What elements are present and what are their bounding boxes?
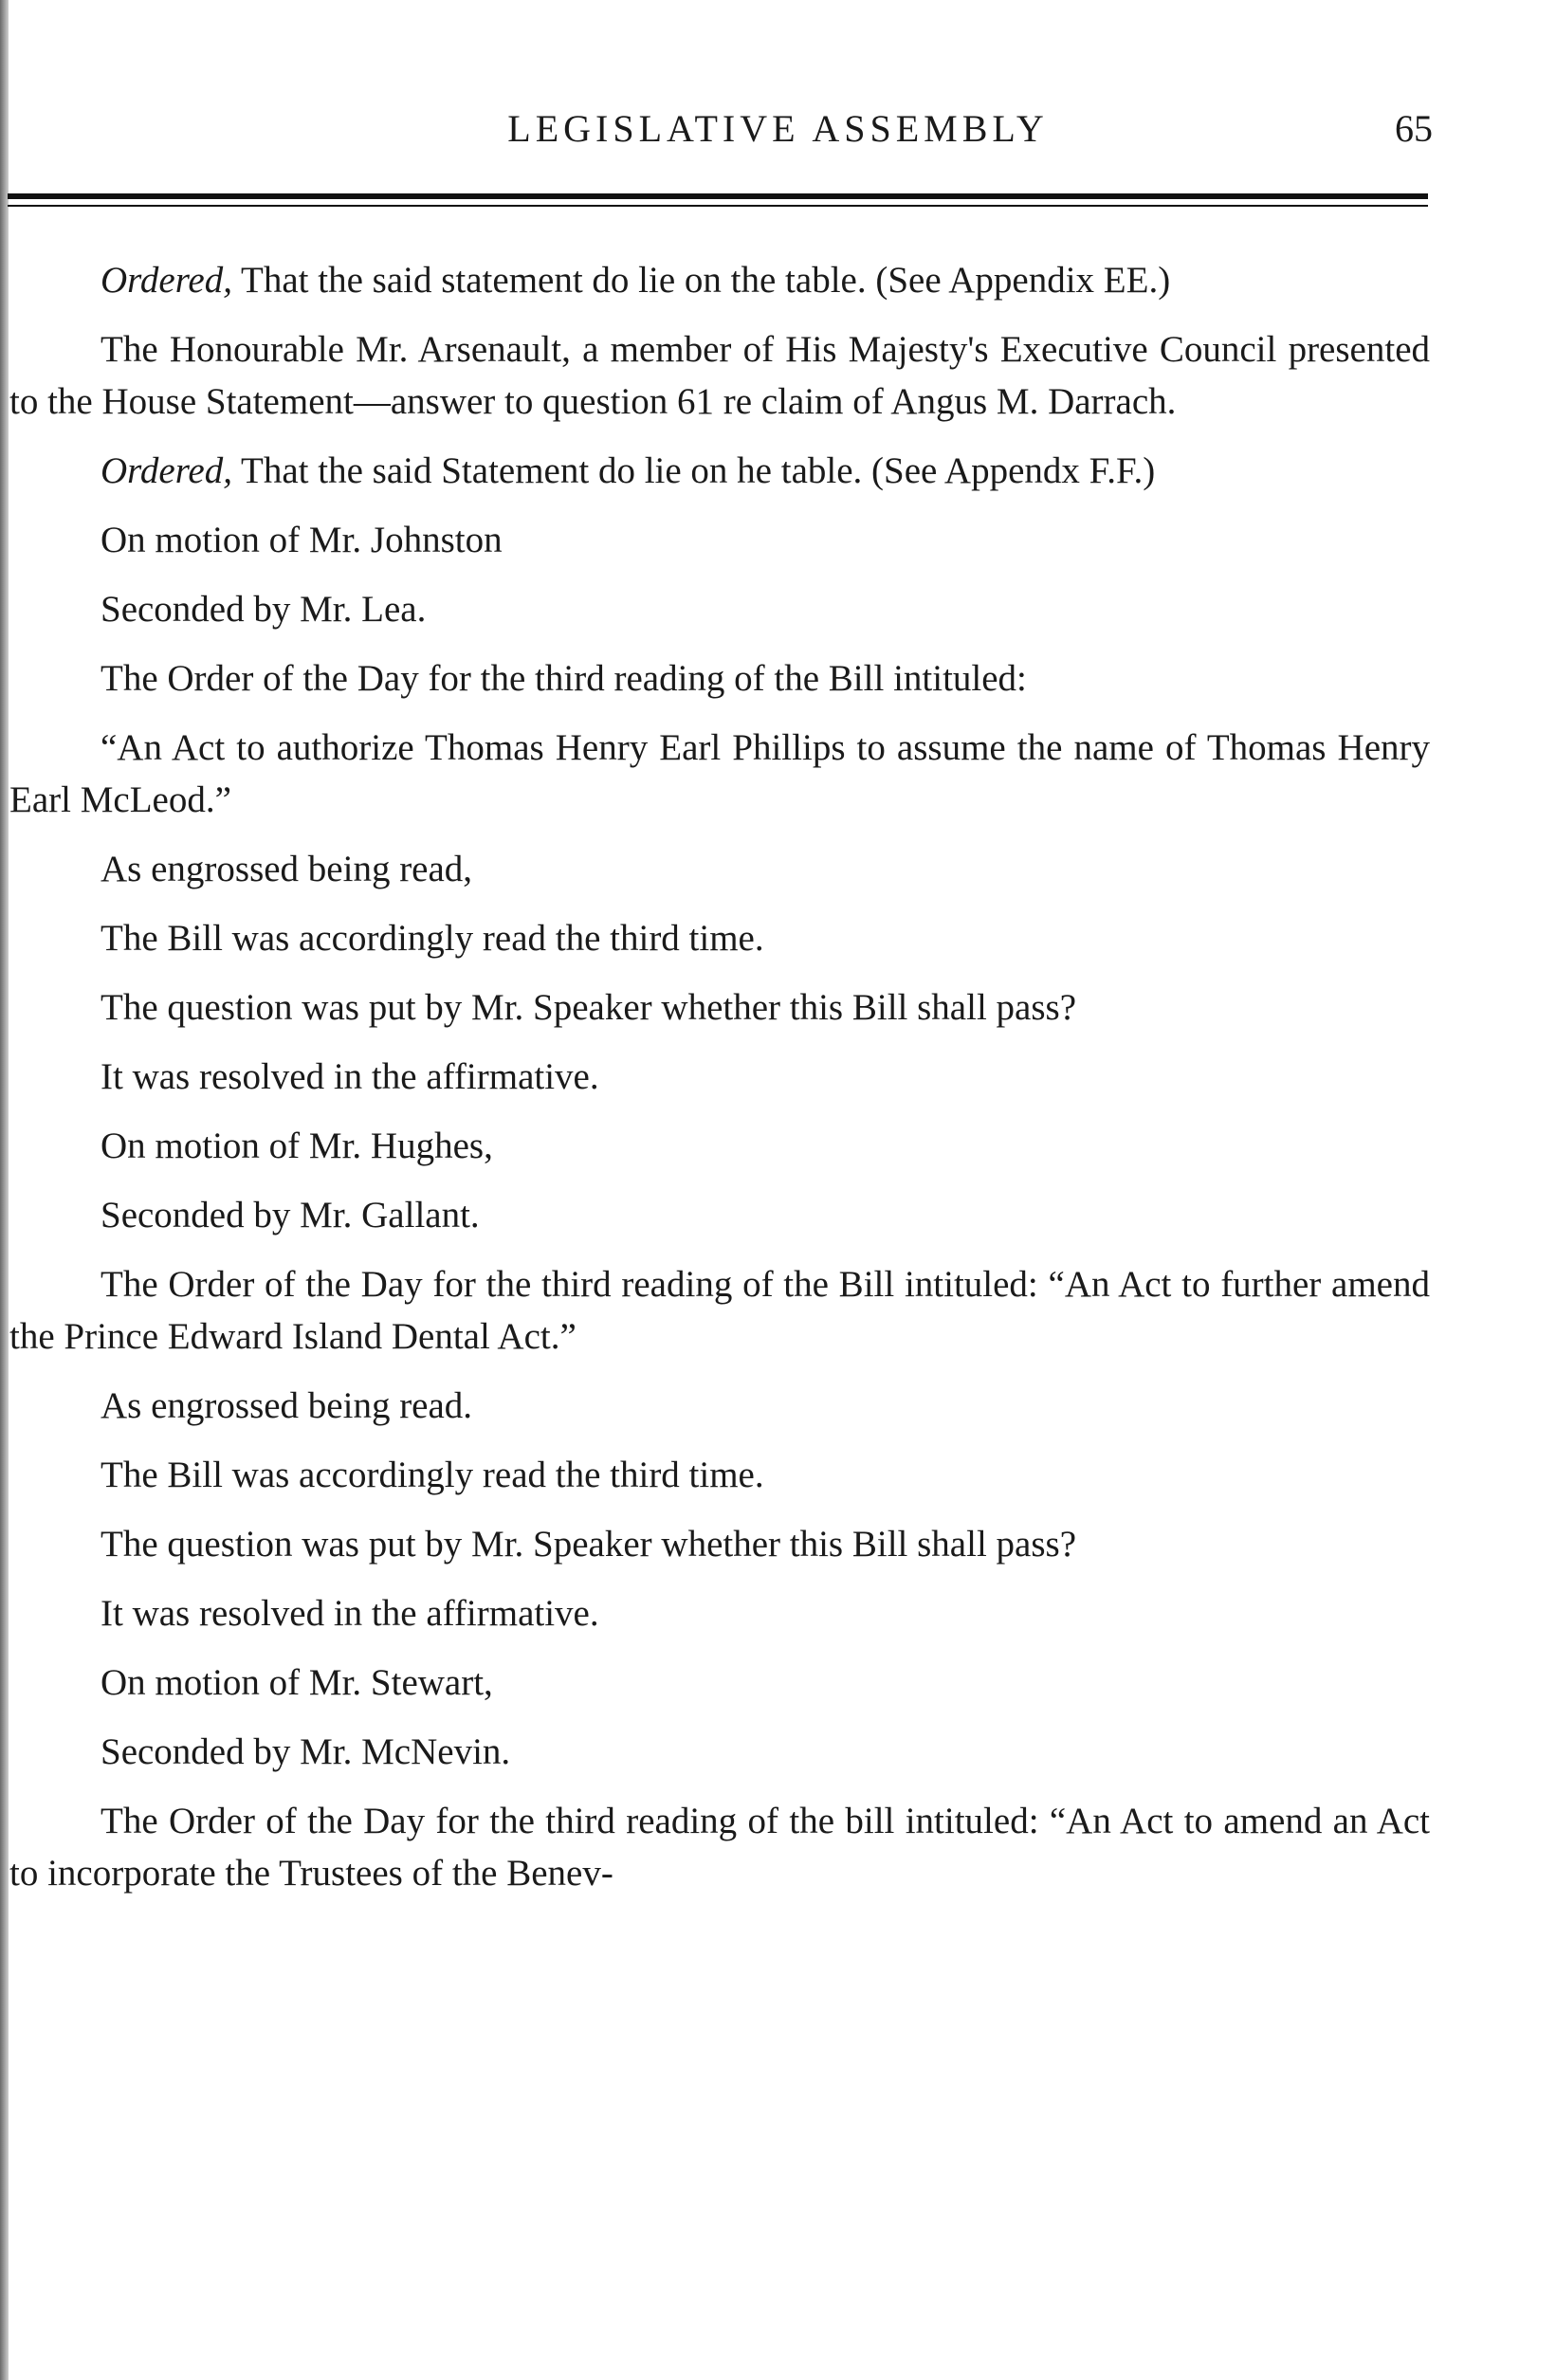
paragraph-text: It was resolved in the affirmative.	[101, 1593, 599, 1634]
paragraph-text: Seconded by Mr. McNevin.	[101, 1731, 511, 1772]
paragraph-text: That the said Statement do lie on he table. (See Appendx F.F.)	[232, 450, 1156, 491]
paragraph	[9, 1189, 1430, 1241]
paragraph-text: That the said statement do lie on the table. (See Appendix EE.)	[232, 260, 1171, 301]
page-header	[0, 106, 1556, 173]
paragraph-text: The Order of the Day for the third reading of the Bill intituled:	[101, 658, 1027, 699]
paragraph	[9, 323, 1430, 428]
paragraph-text: On motion of Mr. Stewart,	[101, 1662, 493, 1703]
paragraph	[9, 652, 1430, 705]
paragraph-text: The question was put by Mr. Speaker whether this Bill shall pass?	[101, 1524, 1077, 1565]
paragraph	[9, 1587, 1430, 1639]
paragraph	[9, 843, 1430, 895]
paragraph	[9, 722, 1430, 826]
paragraph-text: The Order of the Day for the third reading of the bill intituled: “An Act to amend an Act to incorporate the Trustees of the Benev-	[9, 1801, 1430, 1894]
paragraph	[9, 1380, 1430, 1432]
paragraph-text: The Bill was accordingly read the third time.	[101, 918, 764, 959]
header-rule-thin	[8, 205, 1428, 207]
paragraph-text: The Honourable Mr. Arsenault, a member of His Majesty's Executive Council presented to the House Statement—answer to question 61 re claim of Angus M. Darrach.	[9, 329, 1430, 422]
paragraph	[9, 254, 1430, 306]
paragraph	[9, 1449, 1430, 1501]
paragraph	[9, 1051, 1430, 1103]
paragraph-text: Seconded by Mr. Gallant.	[101, 1195, 480, 1236]
paragraph	[9, 1258, 1430, 1363]
paragraph-text: The question was put by Mr. Speaker whether this Bill shall pass?	[101, 987, 1077, 1028]
paragraph-text: On motion of Mr. Hughes,	[101, 1126, 493, 1166]
running-title: LEGISLATIVE ASSEMBLY	[507, 107, 1049, 150]
paragraph	[9, 981, 1430, 1034]
paragraph-text: The Bill was accordingly read the third time.	[101, 1455, 764, 1495]
body-text	[9, 254, 1430, 1905]
paragraph	[9, 1795, 1430, 1899]
paragraph	[9, 1657, 1430, 1709]
paragraph-text: The Order of the Day for the third reading of the Bill intituled: “An Act to further amend the Prince Edward Island Dental Act.”	[9, 1264, 1430, 1357]
header-rule-thick	[8, 193, 1428, 199]
paragraph	[9, 1726, 1430, 1778]
paragraph-text: As engrossed being read.	[101, 1385, 473, 1426]
paragraph	[9, 1120, 1430, 1172]
paragraph	[9, 583, 1430, 635]
paragraph	[9, 514, 1430, 566]
paragraph-text: “An Act to authorize Thomas Henry Earl Phillips to assume the name of Thomas Henry Earl McLeod.”	[9, 727, 1430, 820]
paragraph-lead: Ordered,	[101, 450, 232, 491]
paragraph-lead: Ordered,	[101, 260, 232, 301]
paragraph-text: As engrossed being read,	[101, 849, 473, 889]
paragraph-text: It was resolved in the affirmative.	[101, 1056, 599, 1097]
paragraph-text: On motion of Mr. Johnston	[101, 520, 503, 560]
paragraph-text: Seconded by Mr. Lea.	[101, 589, 427, 630]
paragraph	[9, 1518, 1430, 1570]
page-edge	[0, 0, 9, 2380]
paragraph	[9, 445, 1430, 497]
paragraph	[9, 912, 1430, 964]
page-number: 65	[1395, 107, 1433, 150]
